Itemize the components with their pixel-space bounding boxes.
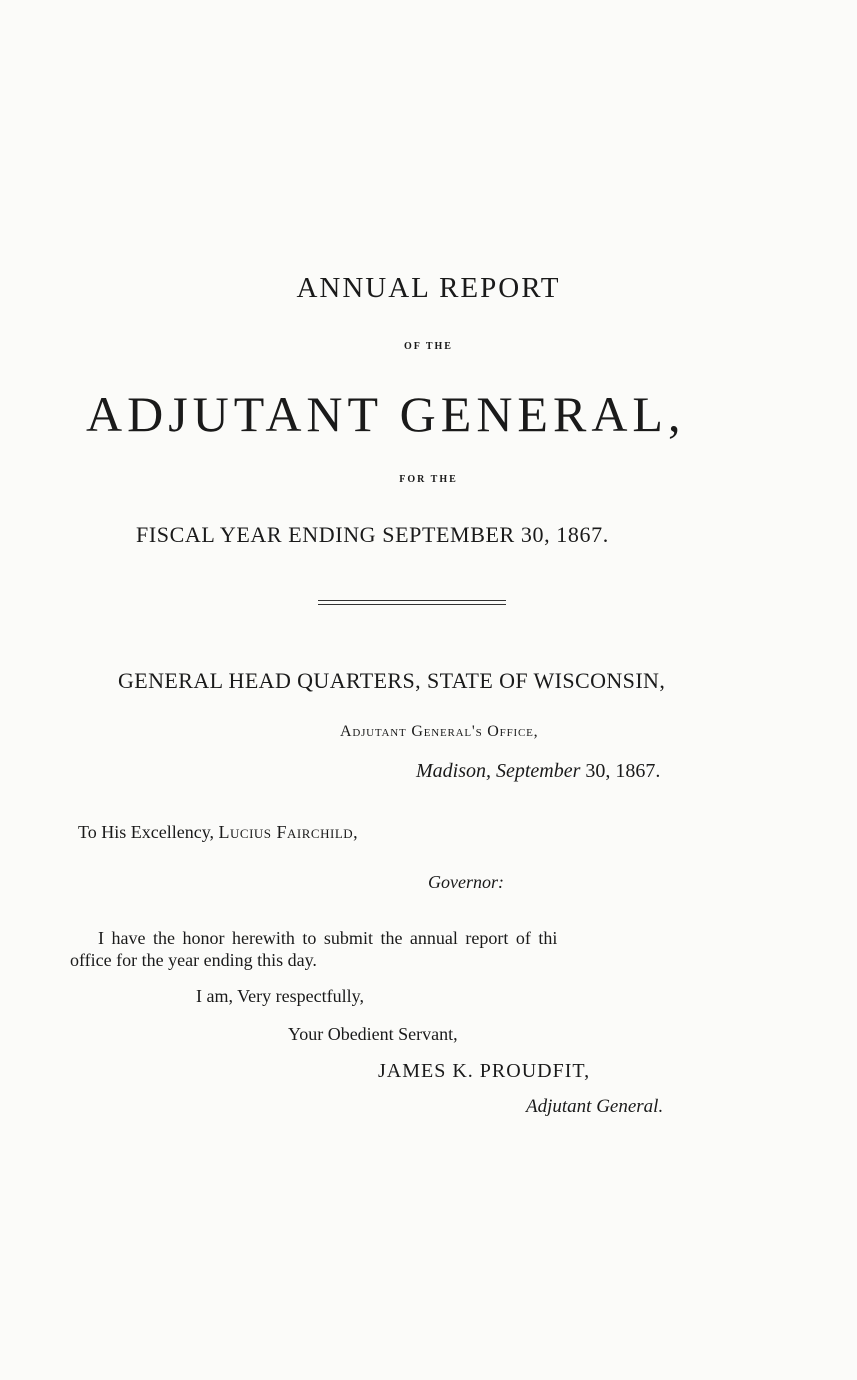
salutation-prefix: To His Excellency, [78, 822, 215, 842]
adjutant-general-title: ADJUTANT GENERAL, [86, 386, 686, 442]
closing-line-2: Your Obedient Servant, [288, 1024, 458, 1044]
salutation-line [78, 822, 358, 843]
date-line [416, 760, 660, 783]
body-line-1: I have the honor herewith to submit the annual report of thi [98, 928, 558, 948]
divider-rule-top [318, 600, 506, 601]
fiscal-year-line: FISCAL YEAR ENDING SEPTEMBER 30, 1867. [136, 522, 609, 547]
office-line: Adjutant General's Office, [340, 723, 539, 740]
recipient-name: Lucius Fairchild, [218, 822, 359, 842]
date-place: Madison, September [416, 760, 581, 782]
divider-rule-bottom [318, 604, 506, 605]
report-title: ANNUAL REPORT [296, 272, 561, 304]
recipient-title: Governor: [428, 872, 504, 892]
body-line-2: office for the year ending this day. [70, 950, 317, 970]
closing-line-1: I am, Very respectfully, [196, 986, 364, 1006]
for-the-label: FOR THE [399, 474, 458, 485]
signer-title: Adjutant General. [526, 1096, 664, 1117]
headquarters-line: GENERAL HEAD QUARTERS, STATE OF WISCONSIN, [118, 668, 666, 693]
date-rest: 30, 1867. [585, 760, 661, 782]
signer-name: JAMES K. PROUDFIT, [378, 1060, 591, 1082]
of-the-label: OF THE [404, 341, 453, 352]
